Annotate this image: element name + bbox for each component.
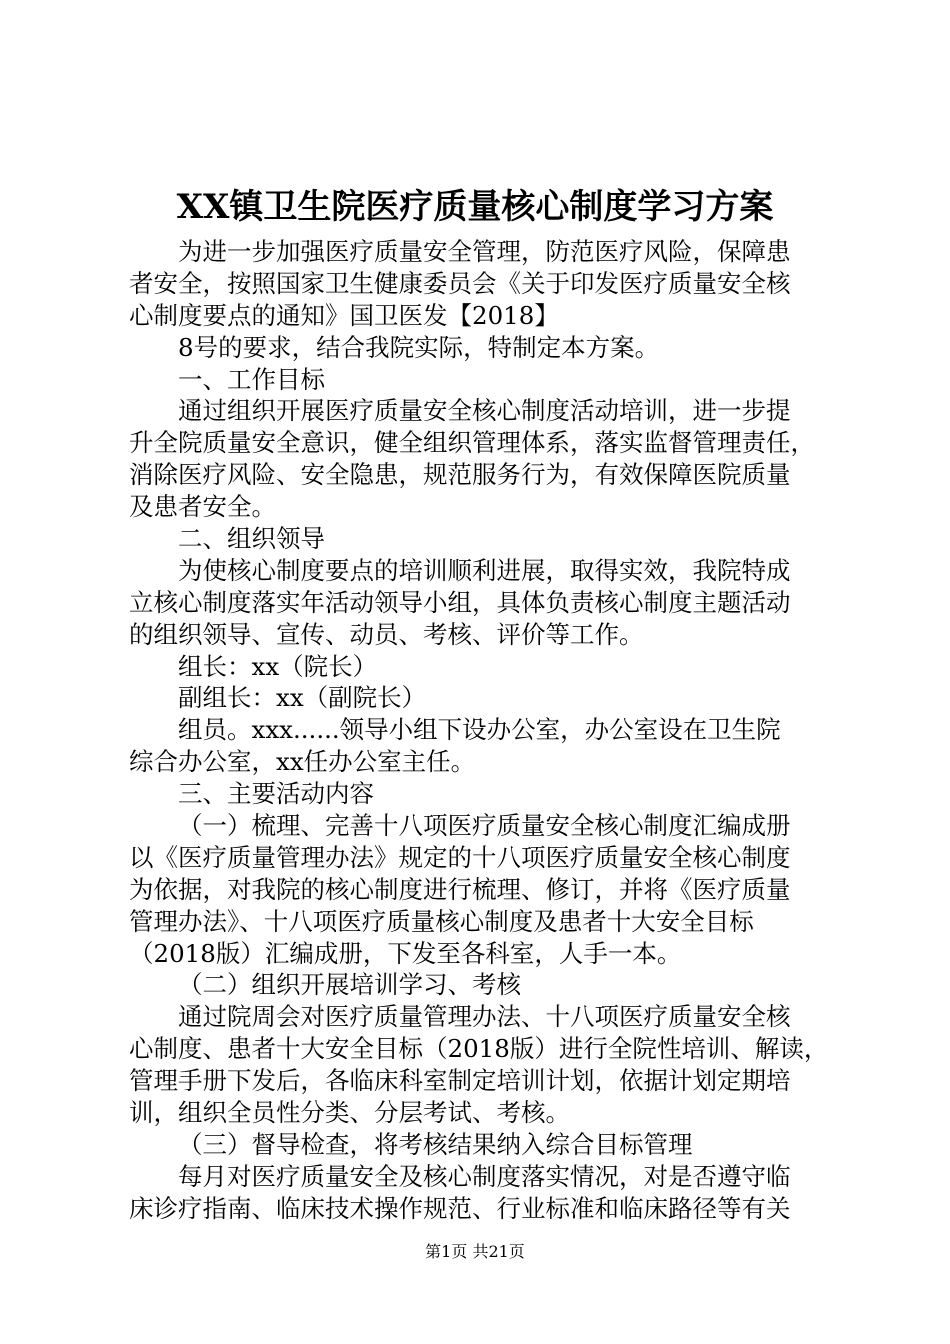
- document-title: XX镇卫生院医疗质量核心制度学习方案: [176, 187, 774, 227]
- paragraph-line: 综合办公室，xx任办公室主任。: [129, 747, 476, 777]
- section-heading: 一、工作目标: [178, 364, 325, 394]
- paragraph-line: 的组织领导、宣传、动员、考核、评价等工作。: [129, 619, 644, 649]
- paragraph-line: 每月对医疗质量安全及核心制度落实情况，对是否遵守临: [178, 1161, 791, 1191]
- subsection-heading: （三）督导检查，将考核结果纳入综合目标管理: [178, 1129, 693, 1159]
- paragraph-line: 训，组织全员性分类、分层考试、考核。: [129, 1098, 570, 1128]
- paragraph-line: 消除医疗风险、安全隐患，规范服务行为，有效保障医院质量: [129, 460, 791, 490]
- paragraph-line: 为进一步加强医疗质量安全管理，防范医疗风险，保障患: [178, 237, 791, 266]
- section-heading: 三、主要活动内容: [178, 779, 374, 809]
- paragraph-line: 8号的要求，结合我院实际，特制定本方案。: [178, 332, 660, 362]
- paragraph-line: 通过组织开展医疗质量安全核心制度活动培训，进一步提: [178, 396, 791, 426]
- document-body: [129, 236, 829, 1225]
- paragraph-line: 床诊疗指南、临床技术操作规范、行业标准和临床路径等有关: [129, 1193, 791, 1223]
- paragraph-line: 及患者安全。: [129, 492, 276, 522]
- paragraph-line: 通过院周会对医疗质量管理办法、十八项医疗质量安全核: [178, 1002, 791, 1032]
- paragraph-line: 管理办法》、十八项医疗质量核心制度及患者十大安全目标: [129, 906, 754, 936]
- paragraph-line: 心制度要点的通知》国卫医发【2018】: [129, 300, 559, 330]
- subsection-heading: （一）梳理、完善十八项医疗质量安全核心制度汇编成册: [178, 811, 791, 841]
- subsection-heading: （二）组织开展培训学习、考核: [178, 970, 521, 1000]
- paragraph-line: 立核心制度落实年活动领导小组，具体负责核心制度主题活动: [129, 587, 791, 617]
- paragraph-line: 管理手册下发后，各临床科室制定培训计划，依据计划定期培: [129, 1066, 791, 1096]
- paragraph-line: 组员。xxx......领导小组下设办公室，办公室设在卫生院: [178, 715, 781, 745]
- paragraph-line: （2018版）汇编成册，下发至各科室，人手一本。: [129, 938, 682, 968]
- paragraph-line: 为使核心制度要点的培训顺利进展，取得实效，我院特成: [178, 555, 791, 585]
- paragraph-line: 者安全，按照国家卫生健康委员会《关于印发医疗质量安全核: [129, 268, 791, 298]
- paragraph-line: 副组长：xx（副院长）: [178, 683, 427, 713]
- page-number-footer: 第1页 共21页: [425, 1242, 525, 1261]
- section-heading: 二、组织领导: [178, 524, 325, 554]
- paragraph-line: 以《医疗质量管理办法》规定的十八项医疗质量安全核心制度: [129, 842, 791, 872]
- paragraph-line: 升全院质量安全意识，健全组织管理体系，落实监督管理责任，: [129, 428, 815, 458]
- paragraph-line: 为依据，对我院的核心制度进行梳理、修订，并将《医疗质量: [129, 874, 791, 904]
- paragraph-line: 心制度、患者十大安全目标（2018版）进行全院性培训、解读，: [129, 1034, 829, 1064]
- paragraph-line: 组长：xx（院长）: [178, 651, 378, 681]
